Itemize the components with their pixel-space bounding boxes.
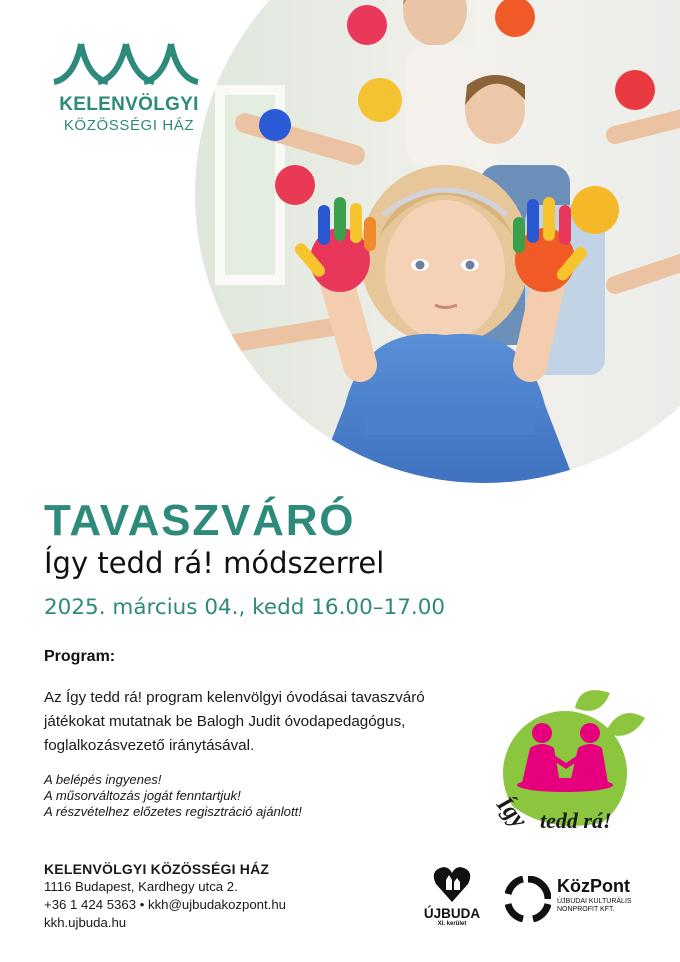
program-heading: Program: (44, 648, 116, 665)
svg-text:tedd rá!: tedd rá! (540, 808, 612, 833)
ujbuda-name: ÚJBUDA (423, 906, 481, 921)
event-title: TAVASZVÁRÓ (44, 496, 356, 545)
children-painted-hands-image (195, 0, 680, 483)
arches-logo-icon (44, 42, 214, 88)
igy-tedd-ra-emblem-icon (480, 688, 650, 848)
igy-tedd-ra-logo (480, 688, 650, 848)
footer-contact-line: +36 1 424 5363 • kkh@ujbudakozpont.hu (44, 897, 287, 912)
kozpont-logo (505, 876, 655, 926)
footer-address: 1116 Budapest, Kardhegy utca 2. (44, 879, 238, 894)
note-free-entry: A belépés ingyenes! (44, 772, 162, 787)
event-datetime: 2025. március 04., kedd 16.00–17.00 (44, 595, 446, 620)
kozpont-subtitle: ÚJBUDAI KULTURÁLIS NONPROFIT KFT. (557, 898, 632, 913)
footer-org-name: KELENVÖLGYI KÖZÖSSÉGI HÁZ (44, 861, 270, 877)
event-subtitle: Így tedd rá! módszerrel (44, 546, 385, 580)
kozpont-ring-icon (505, 876, 551, 922)
ujbuda-logo (422, 864, 482, 927)
footer-website: kkh.ujbuda.hu (44, 915, 127, 930)
hero-photo (195, 0, 680, 483)
note-registration: A részvételhez előzetes regisztráció ajánlott! (44, 804, 302, 819)
logo-name-line1: KELENVÖLGYI (59, 94, 199, 115)
svg-text:Így: Így (491, 791, 532, 834)
note-program-change: A műsorváltozás jogát fenntartjuk! (44, 788, 241, 803)
kozpont-name: KözPont (557, 876, 630, 896)
ujbuda-district: XI. kerület (437, 921, 467, 927)
event-notes (44, 772, 302, 820)
program-description: Az Így tedd rá! program kelenvölgyi óvodásai tavaszváró játékokat mutatnak be Balogh Judit óvodapedagógus, foglalkozásvezető iránytásával. (44, 689, 425, 754)
organization-logo (44, 42, 214, 134)
ujbuda-heart-icon (432, 864, 472, 904)
footer-contact (44, 860, 286, 932)
logo-name-line2: KÖZÖSSÉGI HÁZ (63, 117, 195, 134)
